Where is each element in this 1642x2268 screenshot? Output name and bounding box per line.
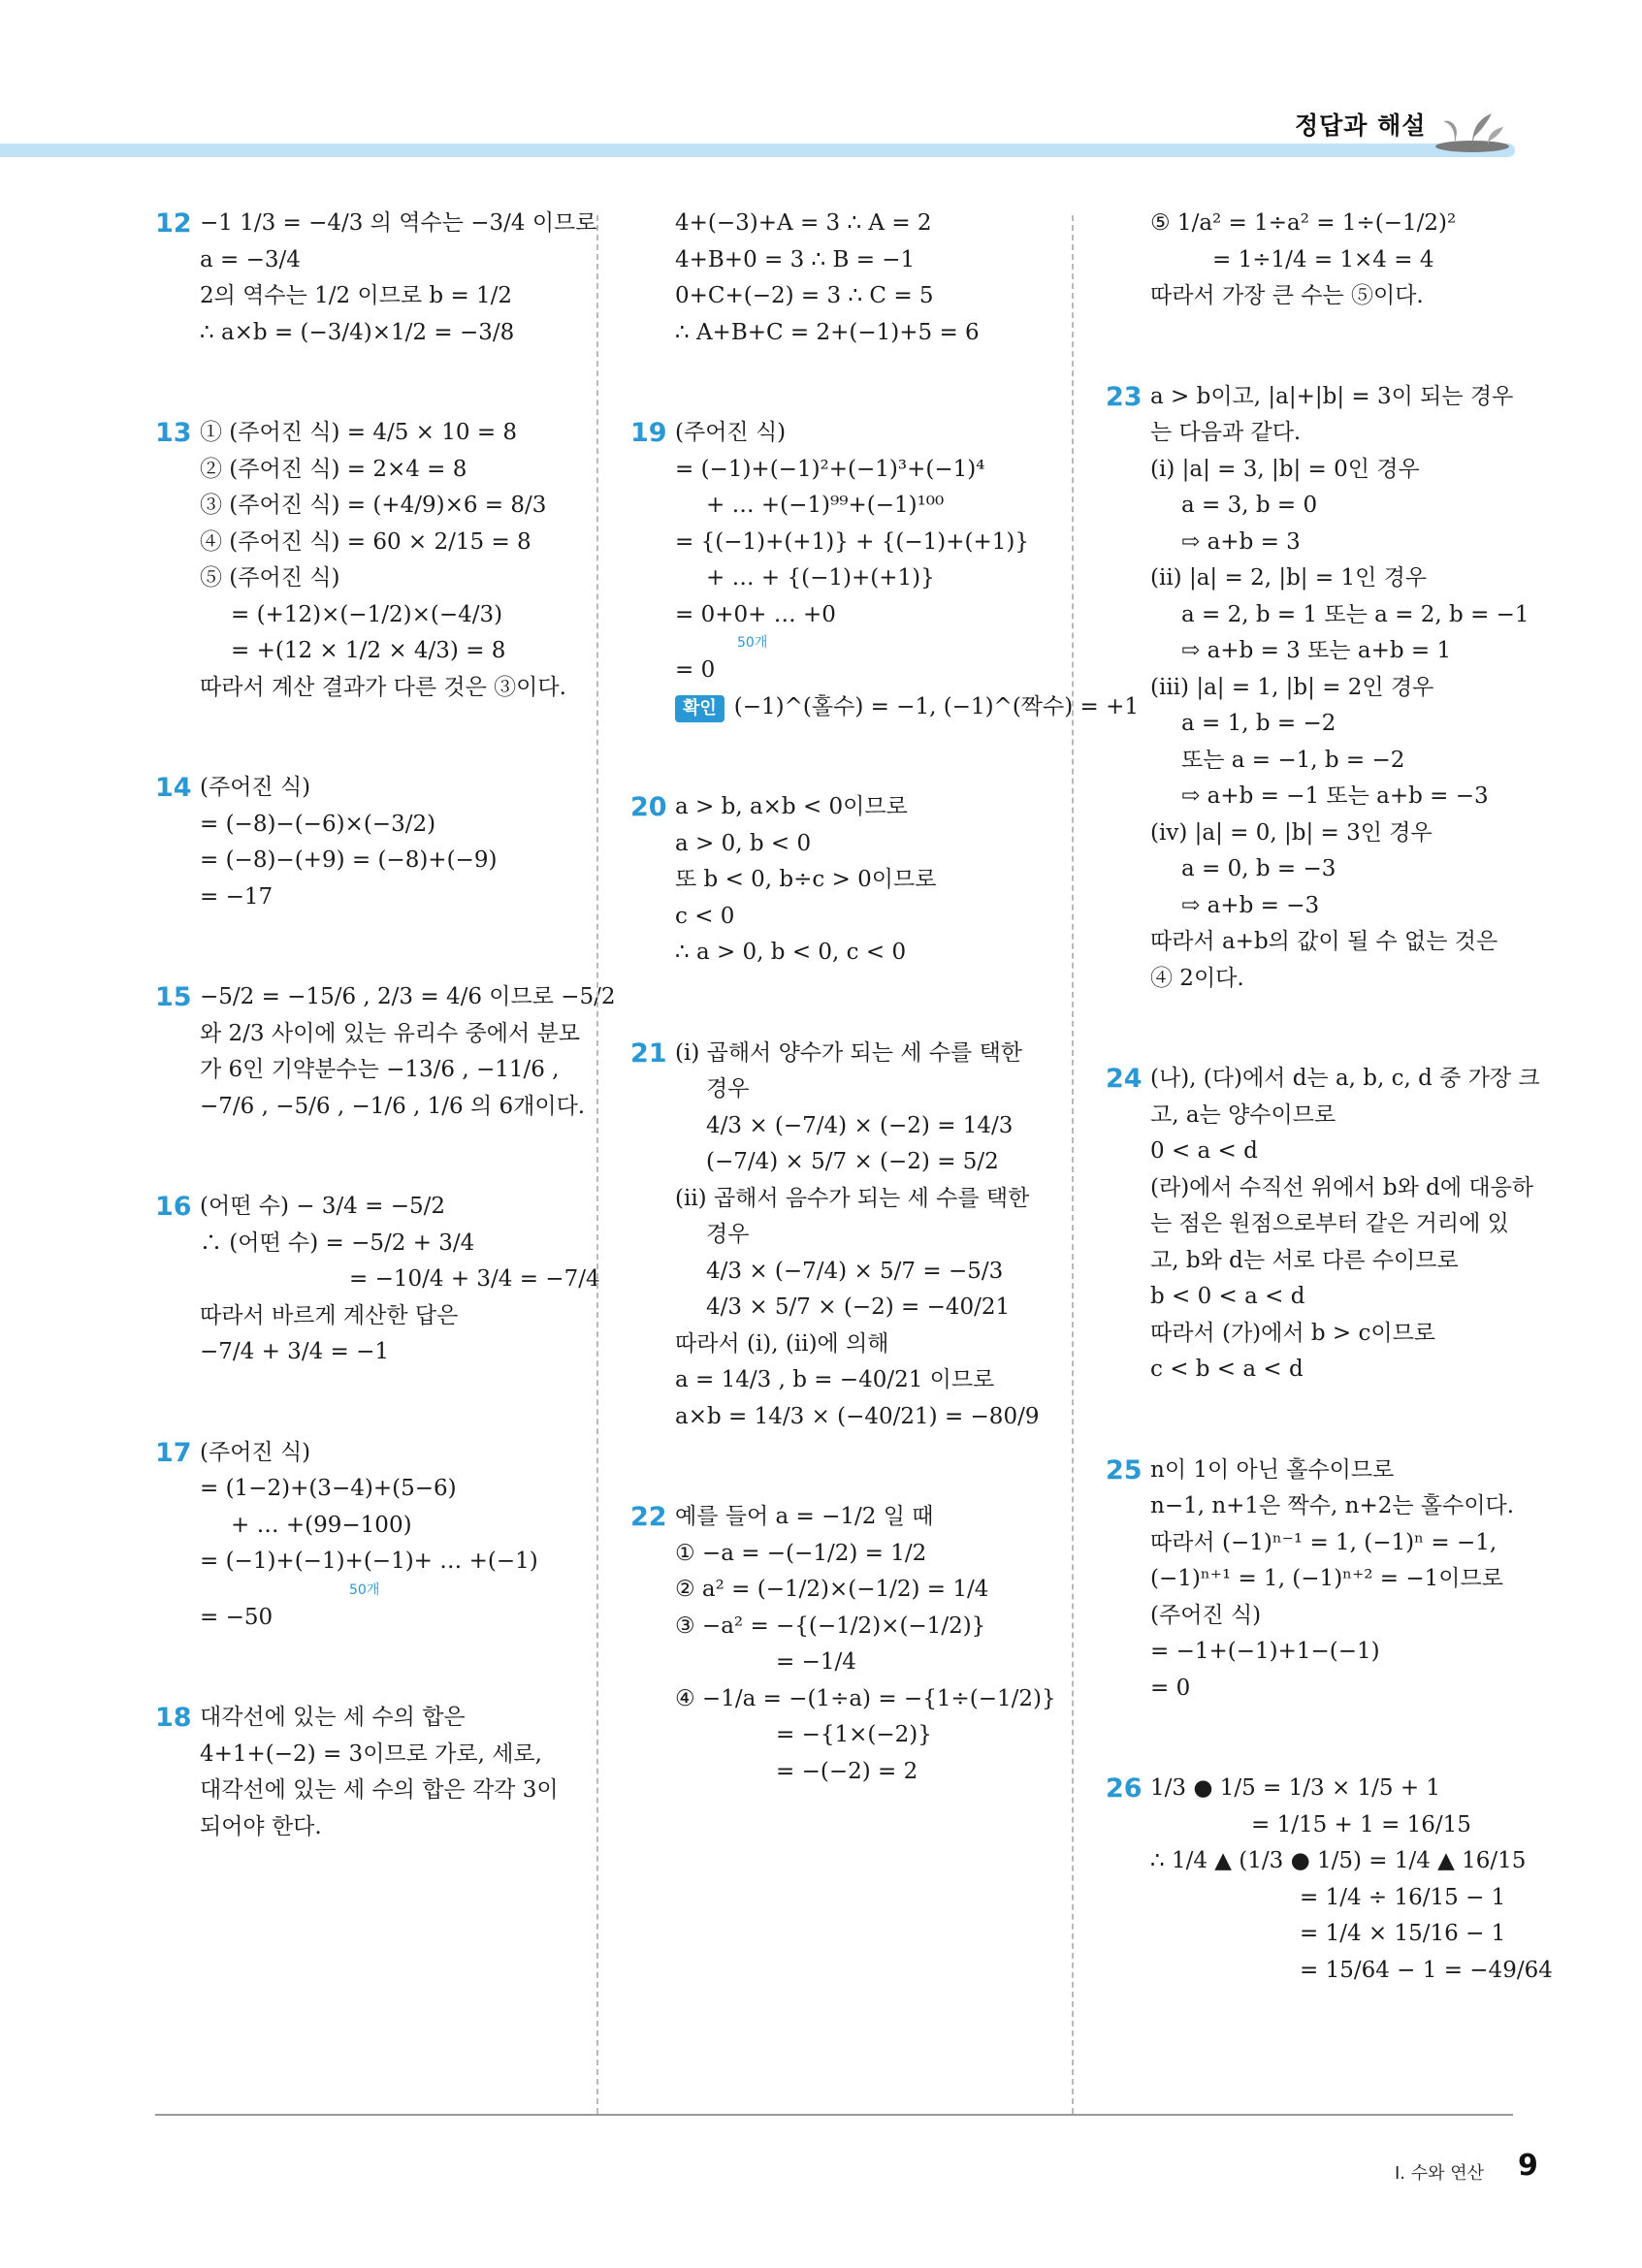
solution-line: 따라서 (i), (ii)에 의해	[675, 1330, 889, 1357]
problem-number: 25	[1106, 1454, 1143, 1485]
solution-line: = +(12 × 1/2 × 4/3) = 8	[231, 638, 506, 663]
solution-line: 대각선에 있는 세 수의 합은	[200, 1705, 466, 1730]
solution-line: 대각선에 있는 세 수의 합은 각각 3이	[200, 1777, 559, 1803]
solution-line: ⇨ a+b = 3 또는 a+b = 1	[1181, 638, 1452, 663]
page-number: 9	[1518, 2149, 1538, 2183]
solution-line: 고, a는 양수이므로	[1150, 1102, 1336, 1128]
solution-line: ∴ A+B+C = 2+(−1)+5 = 6	[675, 319, 980, 345]
problem-number: 14	[155, 773, 192, 803]
answer-column-3	[1106, 206, 1553, 2053]
column-divider	[1072, 215, 1074, 2114]
problem-15	[155, 979, 616, 1125]
solution-line: 는 다음과 같다.	[1150, 420, 1302, 445]
solution-line: (ii) |a| = 2, |b| = 1인 경우	[1150, 565, 1428, 591]
solution-line: = 0	[1150, 1675, 1191, 1701]
solution-line: 예를 들어 a = −1/2 일 때	[675, 1504, 934, 1529]
problem-26	[1106, 1771, 1553, 1989]
solution-line: a > 0, b < 0	[675, 830, 812, 856]
solution-line: + … + {(−1)+(+1)}	[706, 565, 935, 591]
confirm-text: (−1)^(홀수) = −1, (−1)^(짝수) = +1	[733, 693, 1140, 719]
solution-line: ① (주어진 식) = 4/5 × 10 = 8	[200, 420, 518, 445]
problem-number: 24	[1106, 1064, 1143, 1094]
solution-line: c < 0	[675, 903, 735, 929]
solution-line: (나), (다)에서 d는 a, b, c, d 중 가장 크	[1150, 1066, 1540, 1091]
solution-line: = −1/4	[776, 1649, 856, 1675]
solution-line: ∴ a×b = (−3/4)×1/2 = −3/8	[200, 319, 515, 345]
solution-line: (iii) |a| = 1, |b| = 2인 경우	[1150, 674, 1434, 700]
problem-17	[155, 1435, 582, 1637]
header-bar	[0, 144, 1515, 157]
solution-line: = (−1)+(−1)+(−1)+ … +(−1)	[200, 1549, 538, 1574]
solution-line: c < b < a < d	[1150, 1357, 1304, 1382]
problem-number: 15	[155, 982, 192, 1012]
solution-line: ③ −a² = −{(−1/2)×(−1/2)}	[675, 1613, 986, 1639]
solution-line: 따라서 (−1)ⁿ⁻¹ = 1, (−1)ⁿ = −1,	[1150, 1529, 1497, 1555]
problem-number: 13	[155, 418, 192, 448]
problem-22-continued	[1106, 206, 1532, 315]
solution-line: −7/6 , −5/6 , −1/6 , 1/6 의 6개이다.	[200, 1093, 586, 1119]
problem-number: 17	[155, 1437, 192, 1468]
answer-column-1	[155, 206, 616, 1909]
solution-line: = 1/4 ÷ 16/15 − 1	[1300, 1884, 1506, 1910]
header-title: 정답과 해설	[1295, 112, 1427, 140]
solution-line: 가 6인 기약분수는 −13/6 , −11/6 ,	[200, 1057, 560, 1082]
solution-line: 4/3 × (−7/4) × (−2) = 14/3	[706, 1112, 1014, 1138]
solution-line: = −(−2) = 2	[776, 1758, 918, 1784]
solution-line: a = −3/4	[200, 246, 301, 272]
solution-line: 따라서 계산 결과가 다른 것은 ③이다.	[200, 674, 566, 700]
solution-line: ④ 2이다.	[1150, 965, 1244, 991]
solution-line: a = 1, b = −2	[1181, 711, 1336, 736]
solution-line: ⇨ a+b = −1 또는 a+b = −3	[1181, 783, 1489, 809]
problem-13	[155, 415, 582, 706]
solution-line: 0+C+(−2) = 3 ∴ C = 5	[675, 283, 934, 308]
footer-divider	[155, 2114, 1513, 2116]
problem-12	[155, 206, 597, 351]
solution-line: ① −a = −(−1/2) = 1/2	[675, 1540, 927, 1566]
solution-line: −7/4 + 3/4 = −1	[200, 1339, 389, 1364]
solution-line: a = 2, b = 1 또는 a = 2, b = −1	[1181, 601, 1529, 627]
solution-line: −1 1/3 = −4/3 의 역수는 −3/4 이므로	[200, 210, 597, 236]
solution-line: 따라서 (가)에서 b > c이므로	[1150, 1320, 1436, 1346]
solution-line: (주어진 식)	[200, 775, 311, 800]
column-divider	[596, 215, 598, 2114]
problem-number: 12	[155, 208, 192, 239]
solution-line: 4/3 × (−7/4) × 5/7 = −5/3	[706, 1258, 1004, 1284]
solution-line: (i) |a| = 3, |b| = 0인 경우	[1150, 456, 1420, 482]
problem-number: 23	[1106, 381, 1143, 412]
problem-21	[630, 1036, 1057, 1436]
solution-line: ④ (주어진 식) = 60 × 2/15 = 8	[200, 528, 531, 555]
problem-23	[1106, 379, 1532, 998]
solution-line: (주어진 식)	[200, 1439, 311, 1465]
solution-line: = −1+(−1)+1−(−1)	[1150, 1639, 1380, 1664]
problem-18-continued	[630, 206, 1057, 351]
solution-line: (주어진 식)	[1150, 1602, 1262, 1628]
problem-number: 22	[630, 1502, 667, 1532]
solution-line: 와 2/3 사이에 있는 유리수 중에서 분모	[200, 1020, 580, 1046]
solution-line: 따라서 가장 큰 수는 ⑤이다.	[1150, 283, 1424, 308]
solution-line: (어떤 수) − 3/4 = −5/2	[200, 1194, 446, 1219]
confirm-badge: 확인	[675, 695, 724, 722]
solution-line: n−1, n+1은 짝수, n+2는 홀수이다.	[1150, 1493, 1515, 1518]
solution-line: 또는 a = −1, b = −2	[1181, 747, 1405, 773]
solution-line: = −17	[200, 883, 274, 910]
solution-line: (iv) |a| = 0, |b| = 3인 경우	[1150, 819, 1433, 846]
solution-line: 고, b와 d는 서로 다른 수이므로	[1150, 1247, 1459, 1273]
solution-line: ∴ (어떤 수) = −5/2 + 3/4	[200, 1230, 475, 1256]
solution-line: = (−1)+(−1)²+(−1)³+(−1)⁴	[675, 456, 985, 482]
solution-line: = −50	[200, 1604, 274, 1630]
solution-line: + … +(99−100)	[231, 1512, 412, 1538]
solution-line: = 1÷1/4 = 1×4 = 4	[1212, 246, 1434, 272]
solution-line: 경우	[706, 1222, 750, 1247]
problem-number: 26	[1106, 1773, 1143, 1804]
solution-line: = (+12)×(−1/2)×(−4/3)	[231, 601, 503, 627]
problem-24	[1106, 1061, 1540, 1389]
solution-line: 4/3 × 5/7 × (−2) = −40/21	[706, 1294, 1011, 1320]
solution-line: (ii) 곱해서 음수가 되는 세 수를 택한	[675, 1185, 1030, 1211]
sprout-icon	[1433, 102, 1511, 152]
solution-line: = −{1×(−2)}	[776, 1722, 932, 1747]
solution-line: a = 0, b = −3	[1181, 856, 1336, 881]
problem-number: 21	[630, 1038, 667, 1069]
solution-line: (i) 곱해서 양수가 되는 세 수를 택한	[675, 1039, 1023, 1066]
problem-20	[630, 789, 1057, 972]
solution-line: = (−8)−(−6)×(−3/2)	[200, 811, 436, 837]
problem-16	[155, 1189, 600, 1371]
solution-line: (라)에서 수직선 위에서 b와 d에 대응하	[1150, 1174, 1533, 1200]
solution-line: a > b, a×b < 0이므로	[675, 794, 908, 819]
solution-line: ⑤ (주어진 식)	[200, 565, 340, 591]
solution-line: + … +(−1)⁹⁹+(−1)¹⁰⁰	[706, 493, 945, 518]
problem-number: 16	[155, 1192, 192, 1222]
footer-section-label: I. 수와 연산	[1395, 2163, 1485, 2184]
problem-22	[630, 1499, 1057, 1790]
solution-line: 1/3 ● 1/5 = 1/3 × 1/5 + 1	[1150, 1775, 1441, 1801]
solution-line: ∴ 1/4 ▲ (1/3 ● 1/5) = 1/4 ▲ 16/15	[1150, 1848, 1527, 1873]
count-note: 50개	[737, 635, 768, 651]
solution-line: (−1)ⁿ⁺¹ = 1, (−1)ⁿ⁺² = −1이므로	[1150, 1566, 1503, 1591]
solution-line: = {(−1)+(+1)} + {(−1)+(+1)}	[675, 528, 1029, 555]
solution-line: ∴ a > 0, b < 0, c < 0	[675, 940, 907, 965]
solution-line: n이 1이 아닌 홀수이므로	[1150, 1456, 1395, 1483]
solution-line: 또 b < 0, b÷c > 0이므로	[675, 867, 937, 892]
solution-line: 따라서 바르게 계산한 답은	[200, 1302, 459, 1328]
solution-line: ② (주어진 식) = 2×4 = 8	[200, 456, 467, 482]
solution-line: ⇨ a+b = −3	[1181, 892, 1320, 918]
problem-14	[155, 770, 582, 915]
solution-line: a×b = 14/3 × (−40/21) = −80/9	[675, 1403, 1040, 1429]
solution-line: (−7/4) × 5/7 × (−2) = 5/2	[706, 1149, 999, 1174]
problem-number: 18	[155, 1703, 192, 1733]
count-note: 50개	[349, 1581, 380, 1598]
solution-line: = (1−2)+(3−4)+(5−6)	[200, 1476, 457, 1501]
solution-line: ⇨ a+b = 3	[1181, 528, 1301, 555]
solution-line: ⑤ 1/a² = 1÷a² = 1÷(−1/2)²	[1150, 210, 1457, 236]
solution-line: ③ (주어진 식) = (+4/9)×6 = 8/3	[200, 493, 547, 518]
solution-line: 는 점은 원점으로부터 같은 거리에 있	[1150, 1211, 1509, 1236]
solution-line: ④ −1/a = −(1÷a) = −{1÷(−1/2)}	[675, 1685, 1056, 1711]
solution-line: −5/2 = −15/6 , 2/3 = 4/6 이므로 −5/2	[200, 984, 616, 1009]
problem-number: 19	[630, 418, 667, 448]
problem-18	[155, 1700, 582, 1845]
solution-line: 2의 역수는 1/2 이므로 b = 1/2	[200, 283, 513, 308]
problem-19	[630, 415, 1140, 725]
solution-line: ② a² = (−1/2)×(−1/2) = 1/4	[675, 1577, 989, 1602]
problem-number: 20	[630, 792, 667, 822]
solution-line: 따라서 a+b의 값이 될 수 없는 것은	[1150, 929, 1498, 954]
solution-line: = 0+0+ … +0	[675, 601, 836, 627]
solution-line: 되어야 한다.	[200, 1813, 322, 1839]
solution-line: a = 14/3 , b = −40/21 이므로	[675, 1367, 995, 1392]
solution-line: a = 3, b = 0	[1181, 493, 1318, 518]
solution-line: (주어진 식)	[675, 420, 787, 445]
solution-line: = −10/4 + 3/4 = −7/4	[349, 1266, 600, 1292]
solution-line: 경우	[706, 1076, 750, 1102]
solution-line: 4+(−3)+A = 3 ∴ A = 2	[675, 210, 932, 236]
solution-line: = 1/4 × 15/16 − 1	[1300, 1921, 1506, 1946]
solution-line: 0 < a < d	[1150, 1138, 1258, 1164]
solution-line: 4+1+(−2) = 3이므로 가로, 세로,	[200, 1741, 542, 1767]
solution-line: = 1/15 + 1 = 16/15	[1251, 1811, 1471, 1837]
solution-line: = 0	[675, 657, 716, 683]
problem-25	[1106, 1453, 1532, 1708]
solution-line: = 15/64 − 1 = −49/64	[1300, 1957, 1553, 1983]
solution-line: b < 0 < a < d	[1150, 1284, 1305, 1309]
solution-line: a > b이고, |a|+|b| = 3이 되는 경우	[1150, 383, 1514, 409]
solution-line: 4+B+0 = 3 ∴ B = −1	[675, 246, 916, 272]
solution-line: = (−8)−(+9) = (−8)+(−9)	[200, 847, 498, 873]
confirm-line	[630, 689, 1140, 726]
